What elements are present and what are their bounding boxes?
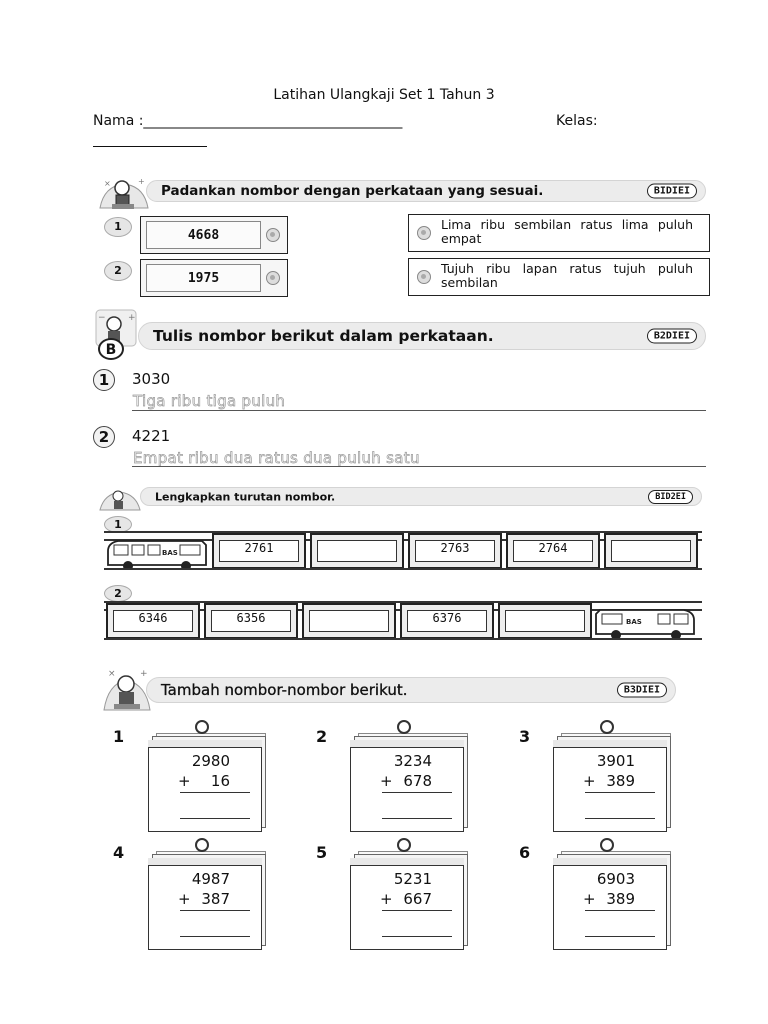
answer-text[interactable]: Tiga ribu tiga puluh bbox=[133, 392, 286, 410]
sum-line bbox=[180, 910, 250, 911]
section-b-code: B2DIEI bbox=[647, 329, 697, 344]
svg-text:+: + bbox=[140, 669, 148, 679]
answer-line[interactable] bbox=[382, 818, 452, 819]
train-car bbox=[302, 603, 396, 639]
sum-line bbox=[585, 792, 655, 793]
section-a-title: Padankan nombor dengan perkataan yang sesuai. bbox=[161, 183, 544, 199]
item-number-badge: 1 bbox=[104, 217, 132, 237]
svg-text:−: − bbox=[98, 313, 106, 323]
svg-text:×: × bbox=[108, 669, 116, 679]
worksheet-title: Latihan Ulangkaji Set 1 Tahun 3 bbox=[273, 87, 495, 103]
car-value: 2764 bbox=[513, 540, 593, 562]
number-value: 3030 bbox=[132, 370, 171, 388]
section-b-title: Tulis nombor berikut dalam perkataan. bbox=[153, 327, 494, 345]
section-d-code: B3DIEI bbox=[617, 683, 667, 698]
train-car bbox=[506, 533, 600, 569]
addend-b: 389 bbox=[606, 772, 635, 790]
addend-a: 3234 bbox=[393, 752, 432, 770]
addend-a: 4987 bbox=[191, 870, 230, 888]
car-value: 2761 bbox=[219, 540, 299, 562]
addition-pad bbox=[140, 850, 262, 950]
addition-pad bbox=[342, 850, 464, 950]
plus-sign: + bbox=[583, 772, 596, 790]
bus-icon bbox=[594, 606, 700, 640]
plus-sign: + bbox=[178, 890, 191, 908]
answer-text[interactable]: Empat ribu dua ratus dua puluh satu bbox=[133, 449, 420, 467]
number-value: 4668 bbox=[146, 221, 261, 249]
answer-line bbox=[132, 466, 706, 467]
match-dot[interactable] bbox=[266, 228, 280, 242]
class-blank-line bbox=[93, 146, 207, 147]
svg-text:+: + bbox=[128, 313, 136, 323]
train-car bbox=[408, 533, 502, 569]
section-c-code: BID2EI bbox=[648, 490, 693, 504]
hook-icon bbox=[397, 838, 411, 852]
addend-b: 16 bbox=[210, 772, 230, 790]
number-value: 1975 bbox=[146, 264, 261, 292]
section-d-title: Tambah nombor-nombor berikut. bbox=[161, 681, 408, 699]
addition-pad bbox=[545, 850, 667, 950]
addend-a: 5231 bbox=[393, 870, 432, 888]
addend-b: 667 bbox=[403, 890, 432, 908]
problem-number: 5 bbox=[316, 843, 328, 862]
train-car bbox=[400, 603, 494, 639]
match-dot[interactable] bbox=[266, 271, 280, 285]
addend-b: 387 bbox=[201, 890, 230, 908]
word-value: Tujuh ribu lapan ratus tujuh puluh sembilan bbox=[441, 261, 693, 290]
plus-sign: + bbox=[380, 890, 393, 908]
answer-line[interactable] bbox=[382, 936, 452, 937]
hook-icon bbox=[600, 720, 614, 734]
car-value[interactable] bbox=[505, 610, 585, 632]
svg-text:×: × bbox=[104, 179, 111, 188]
sum-line bbox=[382, 910, 452, 911]
addition-pad bbox=[342, 732, 464, 832]
bus-label: BAS bbox=[162, 549, 178, 557]
addend-a: 6903 bbox=[596, 870, 635, 888]
plus-sign: + bbox=[380, 772, 393, 790]
svg-text:+: + bbox=[138, 177, 145, 186]
hook-icon bbox=[195, 720, 209, 734]
number-value: 4221 bbox=[132, 427, 171, 445]
item-number-badge: 2 bbox=[104, 585, 132, 602]
problem-number: 3 bbox=[519, 727, 531, 746]
section-b-badge: B bbox=[98, 338, 124, 360]
car-value[interactable] bbox=[309, 610, 389, 632]
section-c-header bbox=[140, 487, 702, 506]
train-car bbox=[604, 533, 698, 569]
match-dot[interactable] bbox=[417, 270, 431, 284]
sum-line bbox=[382, 792, 452, 793]
word-value: Lima ribu sembilan ratus lima puluh empat bbox=[441, 217, 693, 246]
car-value: 6346 bbox=[113, 610, 193, 632]
hook-icon bbox=[195, 838, 209, 852]
answer-line bbox=[132, 410, 706, 411]
section-d-header bbox=[146, 677, 676, 703]
train-car bbox=[212, 533, 306, 569]
addend-b: 389 bbox=[606, 890, 635, 908]
car-value: 2763 bbox=[415, 540, 495, 562]
item-number-circle: 1 bbox=[93, 369, 115, 391]
problem-number: 1 bbox=[113, 727, 125, 746]
train-car bbox=[106, 603, 200, 639]
track-bottom bbox=[104, 568, 702, 572]
track-bottom bbox=[104, 638, 702, 642]
bus-label: BAS bbox=[626, 618, 642, 626]
train-car bbox=[204, 603, 298, 639]
item-number-badge: 2 bbox=[104, 261, 132, 281]
sum-line bbox=[585, 910, 655, 911]
hook-icon bbox=[397, 720, 411, 734]
answer-line[interactable] bbox=[585, 936, 655, 937]
number-box bbox=[140, 259, 288, 297]
section-a-header bbox=[146, 180, 706, 202]
match-dot[interactable] bbox=[417, 226, 431, 240]
train-car bbox=[310, 533, 404, 569]
section-a-code: BIDIEI bbox=[647, 184, 697, 199]
plus-sign: + bbox=[178, 772, 191, 790]
bus-icon bbox=[102, 537, 210, 571]
problem-number: 6 bbox=[519, 843, 531, 862]
class-field-label: Kelas: bbox=[556, 113, 598, 129]
name-field-label: Nama :_____________________________________ bbox=[93, 113, 403, 129]
teacher-mascot-icon bbox=[96, 172, 152, 212]
plus-sign: + bbox=[583, 890, 596, 908]
item-number-circle: 2 bbox=[93, 426, 115, 448]
section-c-title: Lengkapkan turutan nombor. bbox=[155, 490, 336, 503]
car-value: 6356 bbox=[211, 610, 291, 632]
word-box bbox=[408, 214, 710, 252]
addend-a: 3901 bbox=[596, 752, 635, 770]
answer-line[interactable] bbox=[585, 818, 655, 819]
car-value[interactable] bbox=[611, 540, 691, 562]
word-box bbox=[408, 258, 710, 296]
addend-b: 678 bbox=[403, 772, 432, 790]
answer-line[interactable] bbox=[180, 818, 250, 819]
number-box bbox=[140, 216, 288, 254]
teacher-mascot-icon bbox=[96, 484, 144, 512]
addition-pad bbox=[140, 732, 262, 832]
answer-line[interactable] bbox=[180, 936, 250, 937]
hook-icon bbox=[600, 838, 614, 852]
car-value[interactable] bbox=[317, 540, 397, 562]
item-number-badge: 1 bbox=[104, 516, 132, 533]
train-car bbox=[498, 603, 592, 639]
addition-pad bbox=[545, 732, 667, 832]
problem-number: 4 bbox=[113, 843, 125, 862]
sum-line bbox=[180, 792, 250, 793]
addend-a: 2980 bbox=[191, 752, 230, 770]
section-b-header bbox=[138, 322, 706, 350]
problem-number: 2 bbox=[316, 727, 328, 746]
car-value: 6376 bbox=[407, 610, 487, 632]
